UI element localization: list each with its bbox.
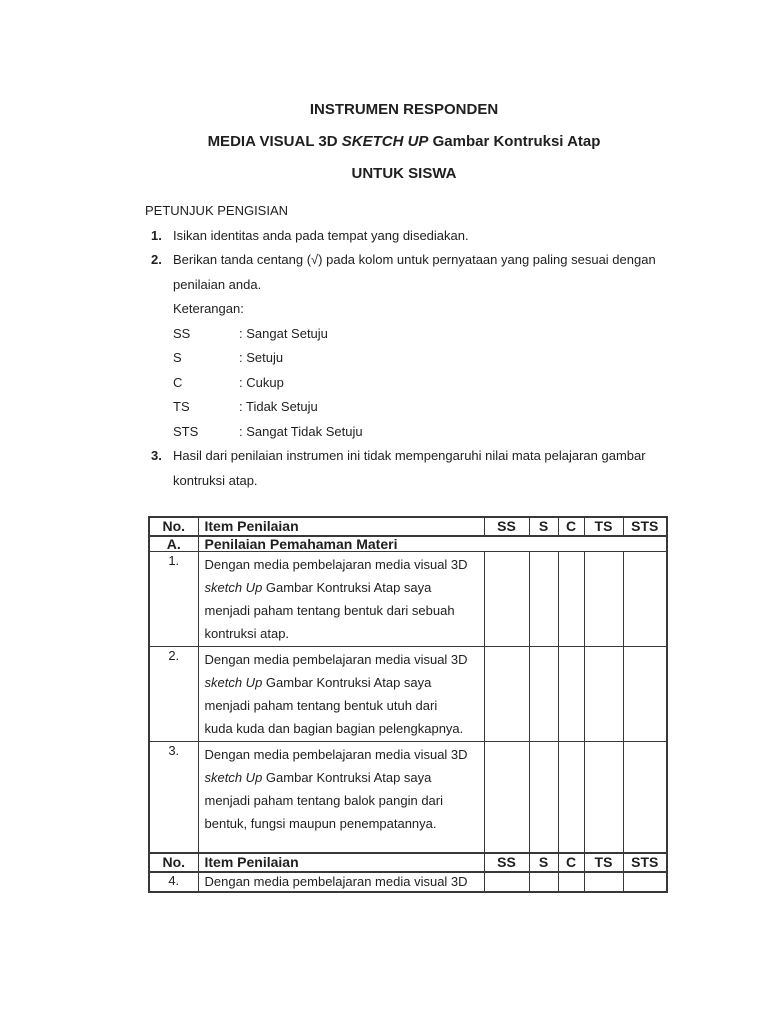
instruction-number: 1. (151, 227, 162, 243)
section-row-a (149, 536, 667, 552)
item-text-line (205, 648, 478, 671)
item-text-italic: sketch Up (204, 580, 263, 595)
item-row-2 (149, 647, 667, 742)
legend-meaning: : Setuju (239, 350, 284, 365)
legend-code: STS (173, 423, 199, 439)
rating-cell-2-c (558, 647, 584, 742)
legend-row-s (173, 346, 665, 371)
rating-cell-4-ss (484, 872, 529, 892)
legend-block (173, 297, 665, 444)
rating-cell-4-s (529, 872, 558, 892)
column-header-itempenilaian: Item Penilaian (198, 517, 484, 536)
column-header-c: C (558, 517, 584, 536)
item-text-line (205, 622, 478, 645)
doc-title-line1: INSTRUMEN RESPONDEN (309, 101, 499, 118)
rating-cell-3-sts (623, 742, 667, 853)
item-statement (198, 647, 484, 742)
item-text-line (205, 789, 478, 812)
instruction-number: 2. (151, 252, 162, 267)
rating-cell-1-sts (623, 552, 667, 647)
item-text: Dengan media pembelajaran media visual 3D (204, 873, 468, 889)
rating-cell-4-sts (623, 872, 667, 892)
item-number: 1. (149, 552, 198, 647)
item-number: 4. (149, 872, 198, 892)
item-text: Dengan media pembelajaran media visual 3D (204, 557, 468, 572)
item-text-line (205, 717, 478, 740)
item-text-line (205, 553, 478, 576)
column-header-ss: SS (484, 853, 529, 872)
document-header (146, 102, 662, 198)
column-header-no: No. (149, 853, 198, 872)
instructions-section (145, 199, 665, 493)
column-header-s: S (529, 517, 558, 536)
item-text: kontruksi atap. (204, 626, 290, 641)
instructions-heading: PETUNJUK PENGISIAN (145, 203, 289, 218)
rating-cell-3-ts (584, 742, 623, 853)
item-row-1 (149, 552, 667, 647)
table-header-row (149, 517, 667, 536)
legend-row-c (173, 371, 665, 396)
rating-cell-1-ts (584, 552, 623, 647)
item-text-line (205, 694, 478, 717)
rating-cell-1-c (558, 552, 584, 647)
legend-meaning: : Sangat Setuju (239, 325, 328, 341)
instruction-text: Berikan tanda centang (√) pada kolom untuk pernyataan yang paling sesuai dengan penilaian anda. (173, 252, 656, 292)
legend-row-sts (173, 420, 665, 445)
item-text-italic: sketch Up (204, 675, 263, 690)
column-header-itempenilaian: Item Penilaian (198, 853, 484, 872)
rating-cell-2-ts (584, 647, 623, 742)
doc-title-line2-prefix: MEDIA VISUAL 3D (207, 133, 342, 150)
rating-cell-4-ts (584, 872, 623, 892)
column-header-sts: STS (623, 517, 667, 536)
rating-cell-4-c (558, 872, 584, 892)
item-text-line (205, 874, 478, 890)
item-text: Gambar Kontruksi Atap saya (262, 675, 432, 690)
rating-cell-1-ss (484, 552, 529, 647)
item-text-line (205, 576, 478, 599)
item-row-4 (149, 872, 667, 892)
item-text: menjadi paham tentang bentuk dari sebuah (204, 603, 455, 618)
item-text: Gambar Kontruksi Atap saya (262, 580, 432, 595)
rating-cell-3-s (529, 742, 558, 853)
item-text-line (205, 599, 478, 622)
column-header-ts: TS (584, 853, 623, 872)
item-text: Gambar Kontruksi Atap saya (262, 770, 432, 785)
table-header-row (149, 853, 667, 872)
item-text-line (205, 766, 478, 789)
legend-row-ss (173, 322, 665, 347)
instruction-text: Isikan identitas anda pada tempat yang disediakan. (173, 227, 469, 243)
section-number: A. (149, 536, 198, 552)
column-header-sts: STS (623, 853, 667, 872)
legend-row-ts (173, 395, 665, 420)
instruction-text: Hasil dari penilaian instrumen ini tidak mempengaruhi nilai mata pelajaran gambar kontruksi atap. (173, 448, 646, 488)
legend-code: C (173, 374, 183, 390)
legend-meaning: : Sangat Tidak Setuju (239, 423, 363, 439)
item-text: menjadi paham tentang bentuk utuh dari (204, 698, 438, 713)
item-number: 3. (149, 742, 198, 853)
legend-code: S (173, 350, 182, 365)
legend-meaning: : Tidak Setuju (239, 399, 318, 414)
item-statement (198, 552, 484, 647)
legend-code: TS (173, 399, 190, 414)
instruction-item-2 (145, 248, 665, 297)
legend-meaning: : Cukup (239, 374, 284, 390)
item-text-line (205, 743, 478, 766)
rating-cell-3-c (558, 742, 584, 853)
rating-cell-3-ss (484, 742, 529, 853)
item-text-line (205, 671, 478, 694)
item-text: kuda kuda dan bagian bagian pelengkapnya. (204, 721, 464, 736)
instruction-number: 3. (151, 448, 162, 463)
item-number: 2. (149, 647, 198, 742)
rating-cell-1-s (529, 552, 558, 647)
column-header-c: C (558, 853, 584, 872)
section-label: Penilaian Pemahaman Materi (198, 536, 667, 552)
legend-label: Keterangan: (173, 301, 244, 316)
instruction-item-1 (145, 224, 665, 249)
item-text: Dengan media pembelajaran media visual 3D (204, 747, 468, 762)
item-statement (198, 872, 484, 892)
legend-code: SS (173, 325, 191, 341)
doc-title-line2-suffix: Gambar Kontruksi Atap (428, 133, 601, 150)
item-text-line (205, 812, 478, 835)
rating-cell-2-s (529, 647, 558, 742)
doc-title-line3: UNTUK SISWA (351, 165, 457, 182)
column-header-s: S (529, 853, 558, 872)
column-header-ts: TS (584, 517, 623, 536)
item-statement (198, 742, 484, 853)
doc-title-line2-italic: SKETCH UP (341, 133, 429, 150)
item-text: Dengan media pembelajaran media visual 3D (204, 652, 468, 667)
item-text: bentuk, fungsi maupun penempatannya. (204, 816, 437, 831)
column-header-no: No. (149, 517, 198, 536)
assessment-table (148, 516, 668, 893)
instruction-item-3 (145, 444, 665, 493)
item-text: menjadi paham tentang balok pangin dari (204, 793, 444, 808)
column-header-ss: SS (484, 517, 529, 536)
item-text-italic: sketch Up (204, 770, 263, 785)
rating-cell-2-sts (623, 647, 667, 742)
rating-cell-2-ss (484, 647, 529, 742)
item-row-3 (149, 742, 667, 853)
doc-title-line2 (146, 134, 662, 150)
